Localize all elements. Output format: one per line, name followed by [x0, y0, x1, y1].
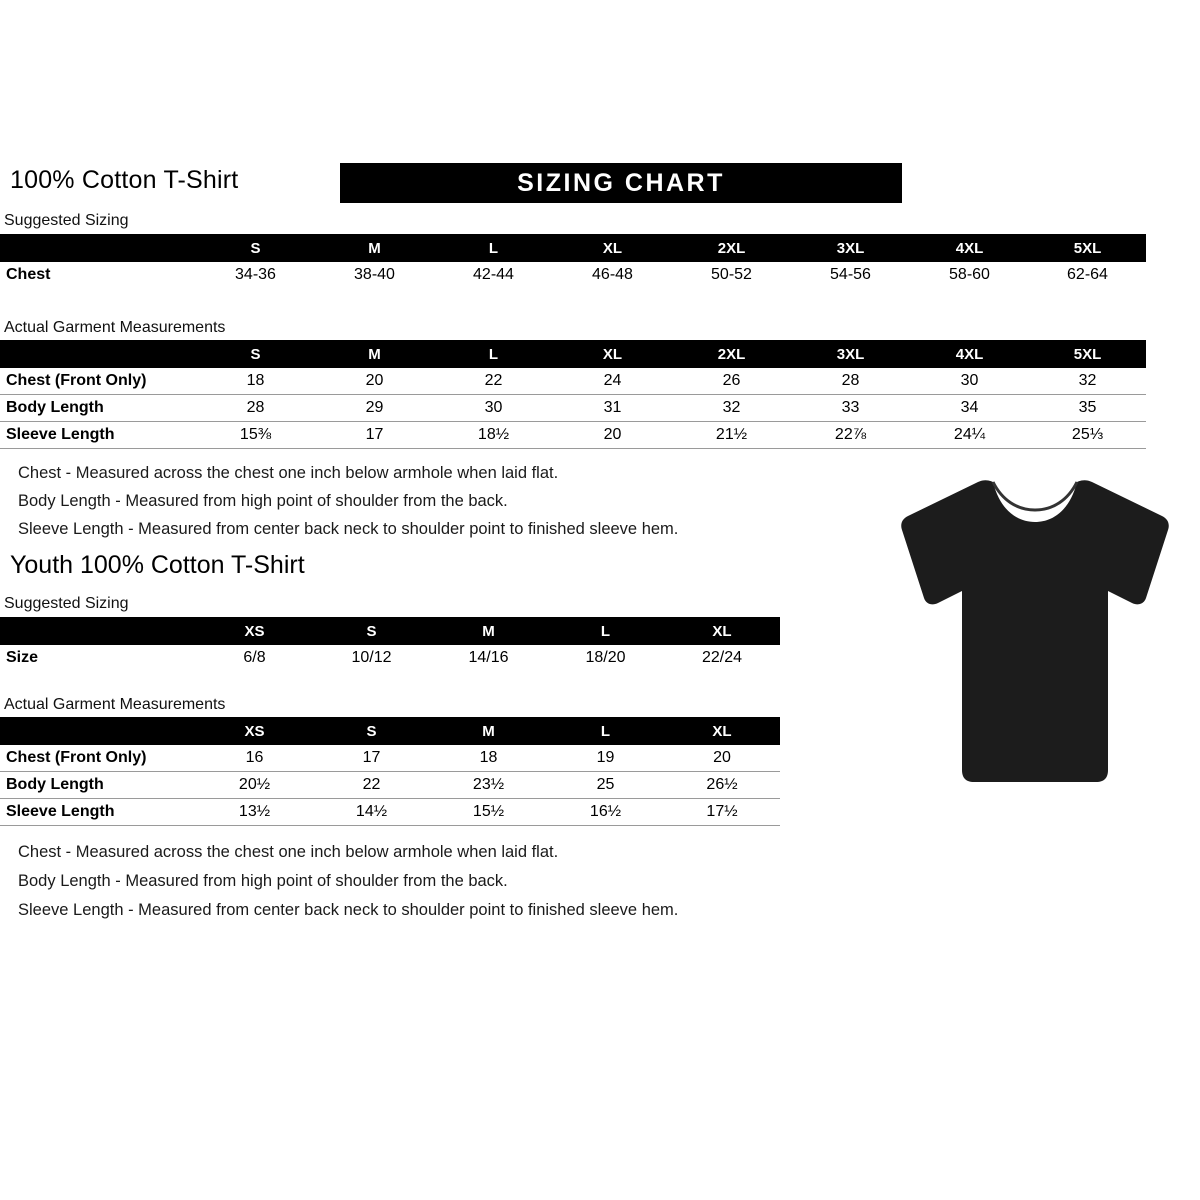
column-header-s: S — [313, 617, 430, 645]
table-row — [0, 395, 1146, 422]
column-header-5xl: 5XL — [1029, 234, 1146, 262]
table-cell: 15⅜ — [196, 422, 315, 449]
column-header-5xl: 5XL — [1029, 340, 1146, 368]
table-cell: 18½ — [434, 422, 553, 449]
tshirt-icon — [890, 470, 1180, 810]
table-cell: 30 — [910, 368, 1029, 395]
sizing-chart-banner-label: SIZING CHART — [517, 168, 725, 197]
column-header-xl: XL — [553, 340, 672, 368]
column-header-xs: XS — [196, 717, 313, 745]
youth-suggested-sizing-label: Suggested Sizing — [4, 595, 129, 612]
table-cell: 29 — [315, 395, 434, 422]
column-header-2xl: 2XL — [672, 340, 791, 368]
table-cell: 32 — [672, 395, 791, 422]
table-cell: 22⅞ — [791, 422, 910, 449]
youth-garment-measurements-label: Actual Garment Measurements — [4, 696, 226, 713]
table-cell: 20½ — [196, 772, 313, 799]
table-cell: 16½ — [547, 799, 664, 826]
row-label: Chest (Front Only) — [0, 745, 196, 772]
table-row — [0, 645, 780, 671]
table-cell: 21½ — [672, 422, 791, 449]
column-header-4xl: 4XL — [910, 340, 1029, 368]
column-header-m: M — [430, 617, 547, 645]
column-header-l: L — [434, 340, 553, 368]
column-header-l: L — [434, 234, 553, 262]
table-cell: 19 — [547, 745, 664, 772]
sizing-chart-banner — [340, 163, 902, 203]
youth-note-sleeve-length: Sleeve Length - Measured from center back neck to shoulder point to finished sleeve hem. — [18, 901, 679, 919]
tshirt-image — [890, 470, 1180, 810]
column-header-3xl: 3XL — [791, 340, 910, 368]
table-cell: 14/16 — [468, 649, 509, 666]
table-cell: 16 — [196, 745, 313, 772]
column-header-xs: XS — [196, 617, 313, 645]
table-cell: 20 — [664, 745, 780, 772]
table-cell: 22 — [434, 368, 553, 395]
youth-note-chest: Chest - Measured across the chest one inch below armhole when laid flat. — [18, 843, 559, 861]
table-cell: 25 — [547, 772, 664, 799]
table-header-row — [0, 234, 1146, 262]
table-header-row — [0, 340, 1146, 368]
table-body — [0, 368, 1146, 449]
column-header-s: S — [196, 234, 315, 262]
table-cell: 18 — [430, 745, 547, 772]
column-header-m: M — [430, 717, 547, 745]
adult-note-sleeve-length: Sleeve Length - Measured from center back neck to shoulder point to finished sleeve hem. — [18, 520, 679, 538]
table-cell: 62-64 — [1067, 266, 1108, 283]
row-label: Chest — [6, 266, 51, 283]
table-body — [0, 262, 1146, 288]
table-body — [0, 645, 780, 671]
table-cell: 15½ — [430, 799, 547, 826]
column-header-m: M — [315, 340, 434, 368]
row-label: Chest (Front Only) — [0, 368, 196, 395]
table-cell: 23½ — [430, 772, 547, 799]
table-row — [0, 422, 1146, 449]
table-cell: 42-44 — [473, 266, 514, 283]
table-cell: 34 — [910, 395, 1029, 422]
column-header-s: S — [313, 717, 430, 745]
table-cell: 24 — [553, 368, 672, 395]
table-cell: 50-52 — [711, 266, 752, 283]
table-cell: 10/12 — [351, 649, 392, 666]
table-header-row — [0, 234, 1146, 262]
column-header-s: S — [196, 340, 315, 368]
table-cell: 46-48 — [592, 266, 633, 283]
page-title: 100% Cotton T-Shirt — [10, 166, 239, 194]
table-cell: 22/24 — [701, 649, 743, 666]
table-cell: 28 — [791, 368, 910, 395]
row-label: Sleeve Length — [0, 422, 196, 449]
table-row — [0, 772, 780, 799]
table-cell: 20 — [553, 422, 672, 449]
column-header-m: M — [315, 234, 434, 262]
youth-section-title: Youth 100% Cotton T-Shirt — [10, 551, 305, 579]
table-cell: 6/8 — [243, 649, 266, 666]
table-cell: 26 — [672, 368, 791, 395]
column-header-blank — [0, 234, 196, 262]
table-cell: 32 — [1029, 368, 1146, 395]
table-cell: 24¼ — [910, 422, 1029, 449]
table-header-row — [0, 717, 780, 745]
table-row — [0, 799, 780, 826]
table-cell: 30 — [434, 395, 553, 422]
table-cell: 34-36 — [235, 266, 276, 283]
youth-note-body-length: Body Length - Measured from high point of shoulder from the back. — [18, 872, 508, 890]
column-header-blank — [0, 717, 196, 745]
column-header-xl: XL — [664, 717, 780, 745]
table-header-row — [0, 617, 780, 645]
adult-note-chest: Chest - Measured across the chest one inch below armhole when laid flat. — [18, 464, 559, 482]
table-row — [0, 262, 1146, 288]
youth-suggested-sizing-table — [0, 617, 780, 671]
table-cell: 54-56 — [830, 266, 871, 283]
table-cell: 13½ — [196, 799, 313, 826]
row-label: Size — [6, 649, 39, 666]
row-label: Sleeve Length — [0, 799, 196, 826]
adult-suggested-sizing-table — [0, 234, 1146, 288]
column-header-blank — [0, 340, 196, 368]
table-cell: 17 — [315, 422, 434, 449]
adult-suggested-sizing-label: Suggested Sizing — [4, 212, 129, 229]
column-header-4xl: 4XL — [910, 234, 1029, 262]
table-body — [0, 745, 780, 826]
table-cell: 26½ — [664, 772, 780, 799]
column-header-xl: XL — [553, 234, 672, 262]
table-cell: 38-40 — [354, 266, 395, 283]
column-header-2xl: 2XL — [672, 234, 791, 262]
table-cell: 25⅓ — [1029, 422, 1146, 449]
table-cell: 22 — [313, 772, 430, 799]
column-header-l: L — [547, 717, 664, 745]
table-cell: 31 — [553, 395, 672, 422]
table-cell: 58-60 — [949, 266, 990, 283]
table-cell: 18 — [196, 368, 315, 395]
table-header-row — [0, 617, 780, 645]
table-row — [0, 745, 780, 772]
column-header-blank — [0, 617, 196, 645]
table-header-row — [0, 717, 780, 745]
table-cell: 18/20 — [585, 649, 626, 666]
table-cell: 17 — [313, 745, 430, 772]
table-row — [0, 368, 1146, 395]
column-header-l: L — [547, 617, 664, 645]
row-label: Body Length — [0, 395, 196, 422]
adult-garment-measurements-table — [0, 340, 1146, 449]
adult-garment-measurements-label: Actual Garment Measurements — [4, 319, 226, 336]
table-cell: 20 — [315, 368, 434, 395]
row-label: Body Length — [0, 772, 196, 799]
youth-garment-measurements-table — [0, 717, 780, 826]
table-cell: 28 — [196, 395, 315, 422]
table-header-row — [0, 340, 1146, 368]
column-header-3xl: 3XL — [791, 234, 910, 262]
adult-note-body-length: Body Length - Measured from high point of shoulder from the back. — [18, 492, 508, 510]
table-cell: 33 — [791, 395, 910, 422]
table-cell: 17½ — [664, 799, 780, 826]
table-cell: 14½ — [313, 799, 430, 826]
table-cell: 35 — [1029, 395, 1146, 422]
column-header-xl: XL — [664, 617, 780, 645]
